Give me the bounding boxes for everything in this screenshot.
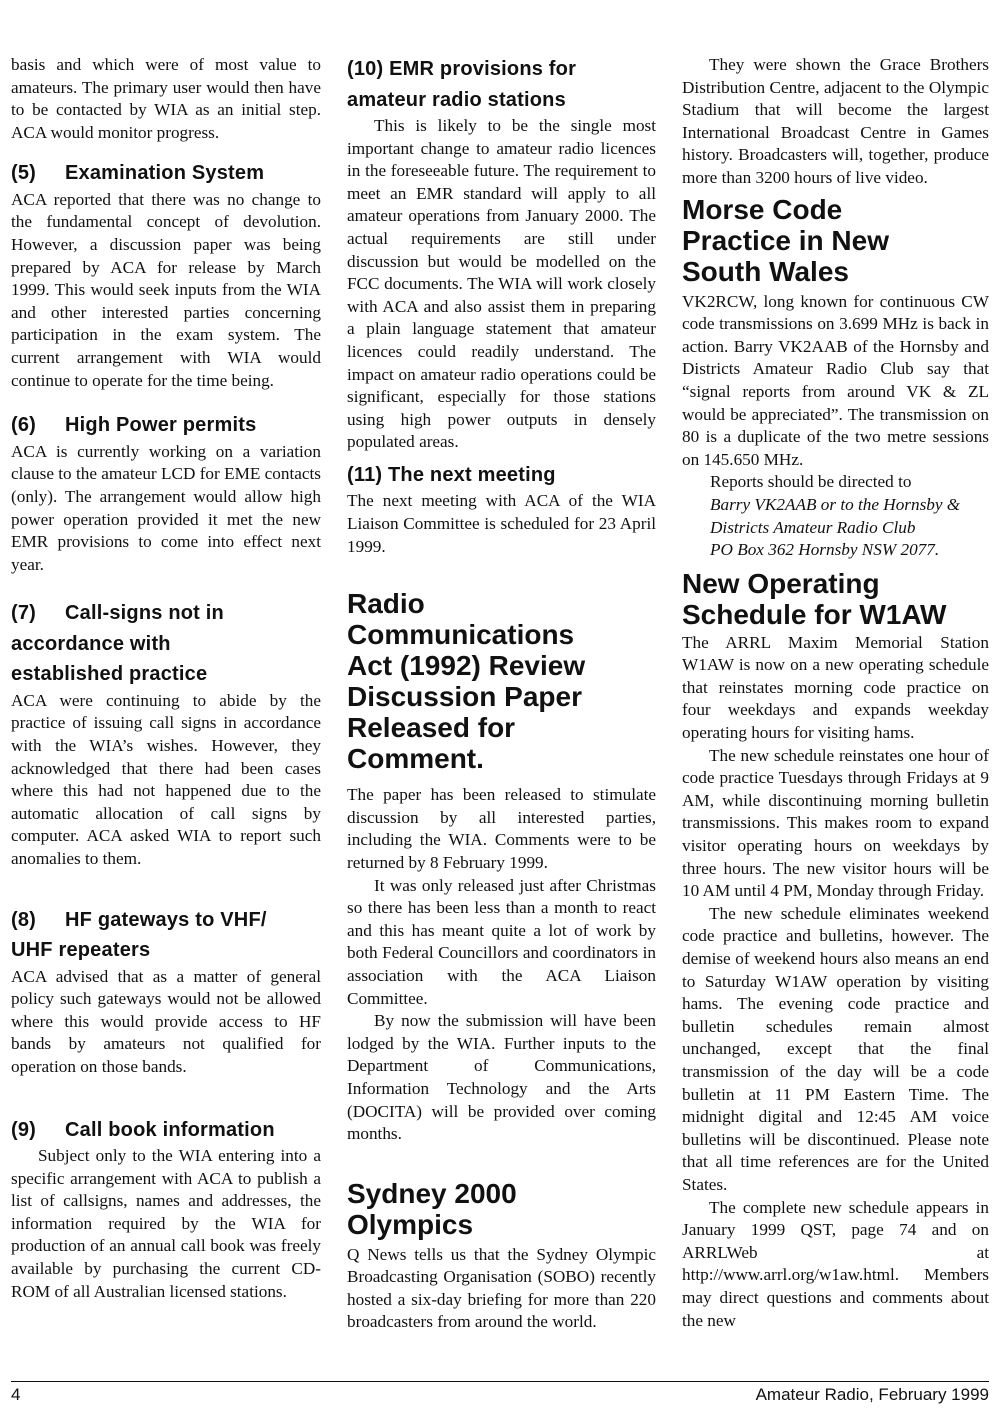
column-2 — [347, 54, 656, 1334]
w1aw-headline — [682, 568, 989, 630]
section-7-heading — [11, 598, 321, 690]
intro-paragraph: basis and which were of most value to amateurs. The primary user would then have to be contacted by WIA as an initial step. ACA would monitor progress. — [11, 55, 321, 142]
headline-line-1: Sydney 2000 — [347, 1177, 517, 1209]
section-number: (8) — [11, 908, 37, 931]
morse-address-line-3: Districts Amateur Radio Club — [710, 517, 916, 537]
section-number: (6) — [11, 414, 37, 437]
headline-line-5: Released for — [347, 712, 516, 744]
review-headline — [347, 588, 656, 774]
morse-address-line-1: Reports should be directed to — [710, 472, 912, 492]
column-3 — [682, 54, 989, 1332]
section-title-line-1: Call-signs not in — [65, 602, 224, 625]
section-title: High Power permits — [65, 414, 257, 437]
section-9-heading — [11, 1115, 321, 1146]
w1aw-paragraph-3: The new schedule eliminates weekend code practice and bulletins, however. The demise of weekend hours also means an end to Saturday W1AW operation by visiting hams. The evening code practice and bulletin schedules remain almost unchanged, except that the final transmission of the day will be a code bulletin at 11 PM Eastern Time. The midnight digital and 12:45 AM voice bulletins will be discontinued. Please note that all time references are for the United States. — [682, 903, 989, 1194]
headline-line-1: Radio — [347, 588, 425, 620]
headline-line-1: Morse Code — [682, 193, 843, 225]
section-number: (7) — [11, 602, 37, 625]
morse-paragraph-1: VK2RCW, long known for continuous CW code transmissions on 3.699 MHz is back in action. Barry VK2AAB of the Hornsby and Districts Amateur Radio Club say that “signal reports from around VK & ZL would be appreciated”. The transmission on 80 is a duplicate of the two metre sessions on 145.650 MHz. — [682, 291, 989, 469]
column-1 — [11, 54, 321, 1303]
section-title-line-3: established practice — [11, 663, 208, 686]
section-10-heading — [347, 54, 656, 115]
section-5-body: ACA reported that there was no change to the fundamental concept of devolution. However, a discussion paper was being prepared by ACA for release by March 1999. This would seek inputs from the WIA and other interested parties concerning participation in the exam system. The current arrangement with WIA would continue to operate for the time being. — [11, 189, 321, 390]
section-11-heading: (11) The next meeting — [347, 463, 556, 486]
section-6-body: ACA is currently working on a variation clause to the amateur LCD for EME contacts (only). The arrangement would allow high power operation provided it met the new EMR provisions to come into effect next year. — [11, 441, 321, 574]
section-7-body: ACA were continuing to abide by the practice of issuing call signs in accordance with the WIA’s wishes. However, they acknowledged that there had been cases where this had not happened due to the automatic allocation of call signs by computer. ACA asked WIA to report such anomalies to them. — [11, 690, 321, 868]
sydney-headline — [347, 1178, 656, 1240]
section-title: Examination System — [65, 162, 265, 185]
headline-line-2: Practice in New — [682, 224, 889, 256]
section-11-body: The next meeting with ACA of the WIA Liaison Committee is scheduled for 23 April 1999. — [347, 491, 656, 556]
section-title-line-2: accordance with — [11, 632, 171, 655]
section-10-body: This is likely to be the single most important change to amateur radio licences in the foreseeable future. The requirement to meet an EMR standard will apply to all amateur operations from January 2000. The actual requirements are still under discussion but would be modelled on the FCC documents. The WIA will work closely with ACA and also assist them in preparing a plain language statement that amateur licences could readily understand. The impact on amateur radio operations could be significant, especially for those stations using high power outputs in densely populated areas. — [347, 116, 656, 452]
section-9-body: Subject only to the WIA entering into a specific arrangement with ACA to publish a list of callsigns, names and addresses, the information required by the WIA for production of an annual call book was freely available by purchasing the current CD-ROM of all Australian licensed stations. — [11, 1146, 321, 1301]
review-paragraph-3: By now the submission will have been lodged by the WIA. Further inputs to the Department of Communications, Information Technology and the Arts (DOCITA) will be provided over coming months. — [347, 1011, 656, 1144]
sydney-continued-paragraph: They were shown the Grace Brothers Distribution Centre, adjacent to the Olympic Stadium that will become the largest International Broadcast Centre in Games history. Broadcasters will, together, produce more than 3200 hours of live video. — [682, 55, 989, 187]
section-title-line-2: UHF repeaters — [11, 939, 151, 962]
headline-line-2: Schedule for W1AW — [682, 598, 947, 630]
section-8-heading — [11, 905, 321, 966]
section-title-line-2: amateur radio stations — [347, 88, 566, 111]
section-number: (5) — [11, 162, 37, 185]
w1aw-paragraph-4: The complete new schedule appears in January 1999 QST, page 74 and on ARRLWeb at http://www.arrl.org/w1aw.html. Members may direct questions and comments about the new — [682, 1197, 989, 1330]
section-5-heading — [11, 158, 321, 189]
review-paragraph-1: The paper has been released to stimulate discussion by all interested parties, including the WIA. Comments were to be returned by 8 February 1999. — [347, 785, 656, 872]
publication-date: Amateur Radio, February 1999 — [755, 1385, 989, 1404]
morse-headline — [682, 194, 989, 287]
section-number: (9) — [11, 1118, 37, 1141]
section-title: Call book information — [65, 1118, 275, 1141]
w1aw-paragraph-1: The ARRL Maxim Memorial Station W1AW is now on a new operating schedule that reinstates morning code practice on four weekdays and expands weekday operating hours for visiting hams. — [682, 632, 989, 743]
headline-line-2: Communications — [347, 619, 575, 651]
review-paragraph-2: It was only released just after Christmas so there has been less than a month to react and this has meant quite a lot of work by both Federal Councillors and coordinators in association with the ACA Liaison Committee. — [347, 875, 656, 1008]
headline-line-3: Act (1992) Review — [347, 650, 586, 682]
morse-address-line-2: Barry VK2AAB or to the Hornsby & — [710, 494, 961, 514]
headline-line-4: Discussion Paper — [347, 681, 582, 713]
headline-line-2: Olympics — [347, 1208, 474, 1240]
sydney-paragraph-1: Q News tells us that the Sydney Olympic Broadcasting Organisation (SOBO) recently hosted a six-day briefing for more than 220 broadcasters from around the world. — [347, 1244, 656, 1332]
section-title-line-1: HF gateways to VHF/ — [65, 908, 267, 931]
headline-line-1: New Operating — [682, 567, 880, 599]
section-title-line-1: (10) EMR provisions for — [347, 58, 577, 80]
page-number: 4 — [11, 1385, 21, 1404]
w1aw-paragraph-2: The new schedule reinstates one hour of code practice Tuesdays through Fridays at 9 AM, while discontinuing morning bulletin transmissions. This makes room to expand visitor operating hours on weekdays by three hours. The new visitor hours will be 10 AM until 4 PM, Monday through Friday. — [682, 745, 989, 901]
footer-divider — [11, 1381, 989, 1382]
section-6-heading — [11, 410, 321, 441]
section-8-body: ACA advised that as a matter of general policy such gateways would not be allowed where this would provide access to HF bands by amateurs not qualified for operation on those bands. — [11, 966, 321, 1076]
morse-address-line-4: PO Box 362 Hornsby NSW 2077. — [710, 540, 940, 560]
headline-line-3: South Wales — [682, 255, 849, 287]
headline-line-6: Comment. — [347, 743, 484, 775]
